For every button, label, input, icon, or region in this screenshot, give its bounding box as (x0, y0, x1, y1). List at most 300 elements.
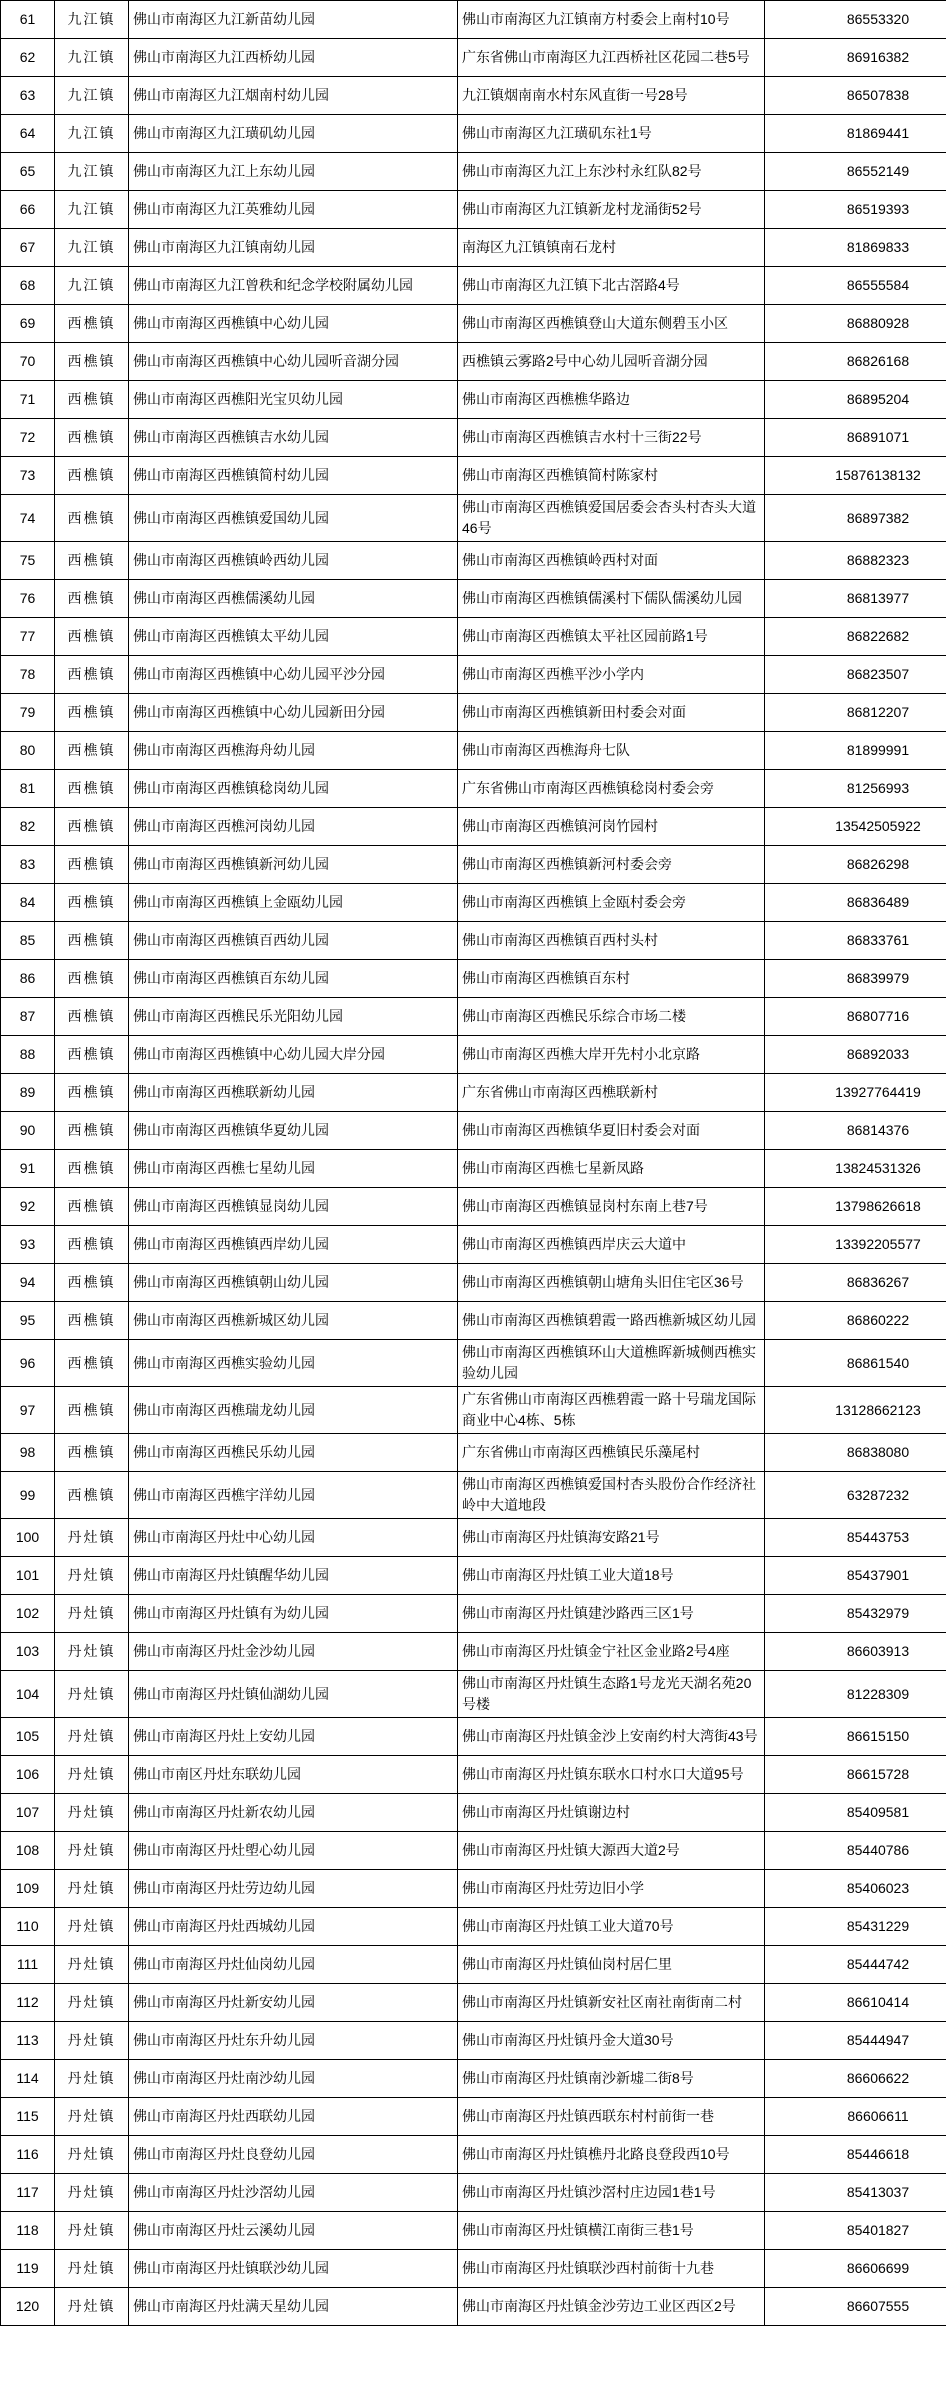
cell-town: 西樵镇 (55, 1226, 129, 1264)
table-row (1, 732, 946, 770)
cell-phone: 86891071 (765, 419, 946, 457)
table-row (1, 457, 946, 495)
cell-name: 佛山市南海区西樵镇中心幼儿园平沙分园 (129, 656, 458, 694)
cell-no: 86 (1, 960, 55, 998)
cell-phone: 85409581 (765, 1794, 946, 1832)
cell-phone: 86615150 (765, 1718, 946, 1756)
table-row (1, 267, 946, 305)
cell-name: 佛山市南海区西樵镇吉水幼儿园 (129, 419, 458, 457)
cell-name: 佛山市南海区西樵镇稔岗幼儿园 (129, 770, 458, 808)
cell-town: 丹灶镇 (55, 1832, 129, 1870)
cell-town: 西樵镇 (55, 694, 129, 732)
cell-name: 佛山市南海区丹灶镇有为幼儿园 (129, 1595, 458, 1633)
cell-phone: 86552149 (765, 153, 946, 191)
cell-no: 105 (1, 1718, 55, 1756)
cell-town: 西樵镇 (55, 1264, 129, 1302)
cell-address: 佛山市南海区西樵镇西岸庆云大道中 (458, 1226, 765, 1264)
cell-name: 佛山市南海区西樵镇太平幼儿园 (129, 618, 458, 656)
cell-phone: 13392205577 (765, 1226, 946, 1264)
cell-no: 113 (1, 2022, 55, 2060)
cell-address: 佛山市南海区丹灶镇工业大道18号 (458, 1557, 765, 1595)
cell-phone: 81899991 (765, 732, 946, 770)
cell-address: 佛山市南海区丹灶镇横江南街三巷1号 (458, 2212, 765, 2250)
cell-name: 佛山市南海区西樵瑞龙幼儿园 (129, 1387, 458, 1434)
cell-name: 佛山市南海区丹灶金沙幼儿园 (129, 1633, 458, 1671)
cell-name: 佛山市南海区丹灶镇醒华幼儿园 (129, 1557, 458, 1595)
table-row (1, 2098, 946, 2136)
cell-no: 103 (1, 1633, 55, 1671)
table-row (1, 1756, 946, 1794)
cell-town: 西樵镇 (55, 1036, 129, 1074)
cell-name: 佛山市南海区丹灶西联幼儿园 (129, 2098, 458, 2136)
cell-phone: 86916382 (765, 39, 946, 77)
cell-name: 佛山市南海区西樵新城区幼儿园 (129, 1302, 458, 1340)
cell-town: 丹灶镇 (55, 2250, 129, 2288)
table-row (1, 846, 946, 884)
cell-town: 西樵镇 (55, 770, 129, 808)
cell-address: 佛山市南海区丹灶镇仙岗村居仁里 (458, 1946, 765, 1984)
cell-no: 102 (1, 1595, 55, 1633)
cell-address: 佛山市南海区西樵镇爱国村杏头股份合作经济社岭中大道地段 (458, 1472, 765, 1519)
cell-no: 69 (1, 305, 55, 343)
cell-town: 西樵镇 (55, 732, 129, 770)
table-row (1, 998, 946, 1036)
cell-phone: 13128662123 (765, 1387, 946, 1434)
table-row (1, 1718, 946, 1756)
cell-address: 佛山市南海区丹灶镇谢边村 (458, 1794, 765, 1832)
cell-name: 佛山市南海区九江新苗幼儿园 (129, 1, 458, 39)
cell-phone: 86813977 (765, 580, 946, 618)
cell-name: 佛山市南海区西樵民乐光阳幼儿园 (129, 998, 458, 1036)
cell-address: 佛山市南海区丹灶镇樵丹北路良登段西10号 (458, 2136, 765, 2174)
cell-no: 74 (1, 495, 55, 542)
cell-phone: 86838080 (765, 1434, 946, 1472)
cell-name: 佛山市南海区丹灶南沙幼儿园 (129, 2060, 458, 2098)
cell-name: 佛山市南海区西樵镇岭西幼儿园 (129, 542, 458, 580)
cell-town: 九江镇 (55, 1, 129, 39)
cell-name: 佛山市南海区西樵儒溪幼儿园 (129, 580, 458, 618)
cell-address: 佛山市南海区西樵樵华路边 (458, 381, 765, 419)
table-row (1, 656, 946, 694)
cell-phone: 86861540 (765, 1340, 946, 1387)
cell-address: 佛山市南海区丹灶镇联沙西村前街十九巷 (458, 2250, 765, 2288)
cell-town: 丹灶镇 (55, 1946, 129, 1984)
table-row (1, 1264, 946, 1302)
cell-town: 九江镇 (55, 77, 129, 115)
cell-name: 佛山市南海区丹灶中心幼儿园 (129, 1519, 458, 1557)
table-row (1, 1633, 946, 1671)
cell-name: 佛山市南海区丹灶上安幼儿园 (129, 1718, 458, 1756)
cell-no: 89 (1, 1074, 55, 1112)
cell-no: 109 (1, 1870, 55, 1908)
cell-town: 西樵镇 (55, 808, 129, 846)
cell-address: 佛山市南海区西樵镇简村陈家村 (458, 457, 765, 495)
cell-no: 92 (1, 1188, 55, 1226)
table-row (1, 770, 946, 808)
cell-address: 佛山市南海区丹灶镇生态路1号龙光天湖名苑20号楼 (458, 1671, 765, 1718)
cell-town: 西樵镇 (55, 1112, 129, 1150)
cell-no: 93 (1, 1226, 55, 1264)
table-row (1, 694, 946, 732)
cell-address: 佛山市南海区西樵七星新凤路 (458, 1150, 765, 1188)
cell-address: 佛山市南海区西樵镇碧霞一路西樵新城区幼儿园 (458, 1302, 765, 1340)
cell-town: 九江镇 (55, 153, 129, 191)
table-row (1, 381, 946, 419)
cell-no: 66 (1, 191, 55, 229)
cell-name: 佛山市南海区丹灶镇联沙幼儿园 (129, 2250, 458, 2288)
table-row (1, 419, 946, 457)
cell-phone: 85431229 (765, 1908, 946, 1946)
cell-no: 95 (1, 1302, 55, 1340)
cell-name: 佛山市南海区西樵镇爱国幼儿园 (129, 495, 458, 542)
cell-address: 佛山市南海区西樵镇环山大道樵晖新城侧西樵实验幼儿园 (458, 1340, 765, 1387)
table-row (1, 1946, 946, 1984)
cell-no: 87 (1, 998, 55, 1036)
cell-phone: 85413037 (765, 2174, 946, 2212)
cell-town: 西樵镇 (55, 618, 129, 656)
cell-no: 114 (1, 2060, 55, 2098)
cell-town: 丹灶镇 (55, 1908, 129, 1946)
cell-phone: 86826168 (765, 343, 946, 381)
cell-name: 佛山市南海区西樵镇西岸幼儿园 (129, 1226, 458, 1264)
cell-town: 丹灶镇 (55, 1557, 129, 1595)
cell-no: 117 (1, 2174, 55, 2212)
cell-address: 佛山市南海区西樵镇儒溪村下儒队儒溪幼儿园 (458, 580, 765, 618)
cell-phone: 86860222 (765, 1302, 946, 1340)
table-row (1, 229, 946, 267)
table-row (1, 2060, 946, 2098)
cell-phone: 86606699 (765, 2250, 946, 2288)
cell-name: 佛山市南海区西樵镇显岗幼儿园 (129, 1188, 458, 1226)
cell-name: 佛山市南海区丹灶新安幼儿园 (129, 1984, 458, 2022)
cell-no: 77 (1, 618, 55, 656)
table-row (1, 1519, 946, 1557)
table-row (1, 2136, 946, 2174)
cell-town: 丹灶镇 (55, 2098, 129, 2136)
cell-phone: 86615728 (765, 1756, 946, 1794)
cell-town: 丹灶镇 (55, 2174, 129, 2212)
cell-address: 佛山市南海区西樵镇新河村委会旁 (458, 846, 765, 884)
cell-town: 西樵镇 (55, 884, 129, 922)
cell-no: 120 (1, 2288, 55, 2326)
cell-phone: 85401827 (765, 2212, 946, 2250)
cell-no: 99 (1, 1472, 55, 1519)
cell-phone: 85444947 (765, 2022, 946, 2060)
table-row (1, 1794, 946, 1832)
table-row (1, 343, 946, 381)
cell-no: 97 (1, 1387, 55, 1434)
cell-town: 丹灶镇 (55, 1633, 129, 1671)
cell-town: 西樵镇 (55, 542, 129, 580)
cell-address: 广东省佛山市南海区西樵镇民乐藻尾村 (458, 1434, 765, 1472)
table-row (1, 1870, 946, 1908)
cell-name: 佛山市南海区西樵镇上金瓯幼儿园 (129, 884, 458, 922)
cell-town: 西樵镇 (55, 1472, 129, 1519)
cell-address: 佛山市南海区西樵镇太平社区园前路1号 (458, 618, 765, 656)
cell-address: 佛山市南海区西樵民乐综合市场二楼 (458, 998, 765, 1036)
cell-no: 85 (1, 922, 55, 960)
cell-address: 佛山市南海区丹灶镇南沙新墟二街8号 (458, 2060, 765, 2098)
cell-name: 佛山市南海区九江曾秩和纪念学校附属幼儿园 (129, 267, 458, 305)
cell-no: 82 (1, 808, 55, 846)
table-row (1, 305, 946, 343)
cell-phone: 85437901 (765, 1557, 946, 1595)
cell-phone: 86826298 (765, 846, 946, 884)
cell-phone: 81869441 (765, 115, 946, 153)
cell-no: 80 (1, 732, 55, 770)
cell-town: 丹灶镇 (55, 1671, 129, 1718)
cell-no: 78 (1, 656, 55, 694)
cell-phone: 85440786 (765, 1832, 946, 1870)
cell-town: 丹灶镇 (55, 2060, 129, 2098)
table-row (1, 808, 946, 846)
table-row (1, 1226, 946, 1264)
cell-no: 62 (1, 39, 55, 77)
cell-phone: 81256993 (765, 770, 946, 808)
cell-no: 90 (1, 1112, 55, 1150)
cell-phone: 86610414 (765, 1984, 946, 2022)
table-row (1, 77, 946, 115)
cell-town: 西樵镇 (55, 1188, 129, 1226)
cell-address: 广东省佛山市南海区九江西桥社区花园二巷5号 (458, 39, 765, 77)
cell-phone: 86833761 (765, 922, 946, 960)
cell-address: 广东省佛山市南海区西樵联新村 (458, 1074, 765, 1112)
cell-name: 佛山市南海区丹灶东升幼儿园 (129, 2022, 458, 2060)
cell-no: 72 (1, 419, 55, 457)
cell-town: 丹灶镇 (55, 1756, 129, 1794)
cell-address: 佛山市南海区丹灶劳边旧小学 (458, 1870, 765, 1908)
cell-town: 西樵镇 (55, 656, 129, 694)
cell-address: 佛山市南海区西樵镇岭西村对面 (458, 542, 765, 580)
cell-address: 佛山市南海区西樵镇爱国居委会杏头村杏头大道46号 (458, 495, 765, 542)
cell-phone: 86553320 (765, 1, 946, 39)
cell-no: 112 (1, 1984, 55, 2022)
cell-no: 106 (1, 1756, 55, 1794)
cell-no: 65 (1, 153, 55, 191)
cell-address: 佛山市南海区丹灶镇金沙劳边工业区西区2号 (458, 2288, 765, 2326)
cell-no: 119 (1, 2250, 55, 2288)
cell-no: 79 (1, 694, 55, 732)
table-row (1, 960, 946, 998)
cell-address: 佛山市南海区九江上东沙村永红队82号 (458, 153, 765, 191)
table-row (1, 1908, 946, 1946)
table-row (1, 1340, 946, 1387)
cell-town: 丹灶镇 (55, 2288, 129, 2326)
cell-address: 佛山市南海区西樵镇河岗竹园村 (458, 808, 765, 846)
cell-name: 佛山市南海区西樵联新幼儿园 (129, 1074, 458, 1112)
cell-no: 100 (1, 1519, 55, 1557)
table-row (1, 1434, 946, 1472)
cell-no: 73 (1, 457, 55, 495)
cell-town: 西樵镇 (55, 1434, 129, 1472)
cell-no: 96 (1, 1340, 55, 1387)
cell-no: 115 (1, 2098, 55, 2136)
cell-no: 76 (1, 580, 55, 618)
cell-name: 佛山市南海区丹灶西城幼儿园 (129, 1908, 458, 1946)
table-row (1, 884, 946, 922)
cell-name: 佛山市南海区九江烟南村幼儿园 (129, 77, 458, 115)
cell-phone: 86882323 (765, 542, 946, 580)
cell-phone: 63287232 (765, 1472, 946, 1519)
cell-name: 佛山市南海区九江上东幼儿园 (129, 153, 458, 191)
cell-town: 西樵镇 (55, 580, 129, 618)
cell-address: 佛山市南海区丹灶镇工业大道70号 (458, 1908, 765, 1946)
cell-address: 佛山市南海区丹灶镇丹金大道30号 (458, 2022, 765, 2060)
cell-name: 佛山市南海区九江英雅幼儿园 (129, 191, 458, 229)
cell-phone: 86812207 (765, 694, 946, 732)
cell-address: 佛山市南海区丹灶镇沙滘村庄边园1巷1号 (458, 2174, 765, 2212)
cell-name: 佛山市南海区西樵镇简村幼儿园 (129, 457, 458, 495)
cell-no: 70 (1, 343, 55, 381)
cell-no: 71 (1, 381, 55, 419)
cell-address: 佛山市南海区九江镇下北古滘路4号 (458, 267, 765, 305)
cell-phone: 86836267 (765, 1264, 946, 1302)
cell-address: 佛山市南海区西樵镇华夏旧村委会对面 (458, 1112, 765, 1150)
cell-phone: 86822682 (765, 618, 946, 656)
cell-town: 西樵镇 (55, 1150, 129, 1188)
table-row (1, 1984, 946, 2022)
cell-name: 佛山市南海区丹灶沙滘幼儿园 (129, 2174, 458, 2212)
table-row (1, 580, 946, 618)
cell-no: 107 (1, 1794, 55, 1832)
cell-name: 佛山市南海区西樵镇中心幼儿园听音湖分园 (129, 343, 458, 381)
table-row (1, 1074, 946, 1112)
cell-name: 佛山市南海区西樵镇朝山幼儿园 (129, 1264, 458, 1302)
cell-name: 佛山市南海区丹灶满天星幼儿园 (129, 2288, 458, 2326)
table-row (1, 2212, 946, 2250)
table-row (1, 2288, 946, 2326)
cell-name: 佛山市南区丹灶东联幼儿园 (129, 1756, 458, 1794)
cell-address: 佛山市南海区九江镇新龙村龙涌街52号 (458, 191, 765, 229)
cell-phone: 85432979 (765, 1595, 946, 1633)
cell-town: 丹灶镇 (55, 1794, 129, 1832)
cell-town: 丹灶镇 (55, 2136, 129, 2174)
table-row (1, 2022, 946, 2060)
cell-phone: 86603913 (765, 1633, 946, 1671)
cell-name: 佛山市南海区九江西桥幼儿园 (129, 39, 458, 77)
table-row (1, 1472, 946, 1519)
cell-no: 108 (1, 1832, 55, 1870)
cell-no: 61 (1, 1, 55, 39)
cell-town: 丹灶镇 (55, 2212, 129, 2250)
cell-name: 佛山市南海区西樵镇百东幼儿园 (129, 960, 458, 998)
table-row (1, 2250, 946, 2288)
cell-phone: 86519393 (765, 191, 946, 229)
table-row (1, 115, 946, 153)
cell-name: 佛山市南海区西樵七星幼儿园 (129, 1150, 458, 1188)
cell-town: 西樵镇 (55, 305, 129, 343)
cell-address: 佛山市南海区西樵海舟七队 (458, 732, 765, 770)
cell-phone: 85406023 (765, 1870, 946, 1908)
cell-address: 佛山市南海区丹灶镇大源西大道2号 (458, 1832, 765, 1870)
table-row (1, 922, 946, 960)
cell-phone: 13824531326 (765, 1150, 946, 1188)
cell-town: 西樵镇 (55, 922, 129, 960)
cell-phone: 13542505922 (765, 808, 946, 846)
cell-name: 佛山市南海区西樵宇洋幼儿园 (129, 1472, 458, 1519)
cell-phone: 13798626618 (765, 1188, 946, 1226)
cell-name: 佛山市南海区九江镇南幼儿园 (129, 229, 458, 267)
cell-name: 佛山市南海区西樵镇百西幼儿园 (129, 922, 458, 960)
table-row (1, 542, 946, 580)
cell-address: 佛山市南海区西樵镇显岗村东南上巷7号 (458, 1188, 765, 1226)
cell-phone: 81228309 (765, 1671, 946, 1718)
cell-address: 南海区九江镇镇南石龙村 (458, 229, 765, 267)
cell-phone: 86814376 (765, 1112, 946, 1150)
cell-town: 丹灶镇 (55, 1595, 129, 1633)
cell-no: 75 (1, 542, 55, 580)
cell-town: 西樵镇 (55, 343, 129, 381)
cell-name: 佛山市南海区西樵镇中心幼儿园新田分园 (129, 694, 458, 732)
table-row (1, 1387, 946, 1434)
cell-name: 佛山市南海区丹灶劳边幼儿园 (129, 1870, 458, 1908)
cell-name: 佛山市南海区西樵民乐幼儿园 (129, 1434, 458, 1472)
cell-name: 佛山市南海区西樵镇新河幼儿园 (129, 846, 458, 884)
cell-town: 西樵镇 (55, 846, 129, 884)
table-row (1, 1036, 946, 1074)
cell-phone: 86880928 (765, 305, 946, 343)
cell-name: 佛山市南海区丹灶云溪幼儿园 (129, 2212, 458, 2250)
cell-town: 西樵镇 (55, 457, 129, 495)
cell-town: 九江镇 (55, 39, 129, 77)
cell-phone: 85444742 (765, 1946, 946, 1984)
cell-address: 佛山市南海区丹灶镇东联水口村水口大道95号 (458, 1756, 765, 1794)
cell-no: 81 (1, 770, 55, 808)
cell-address: 佛山市南海区九江镇南方村委会上南村10号 (458, 1, 765, 39)
cell-no: 101 (1, 1557, 55, 1595)
cell-town: 九江镇 (55, 191, 129, 229)
cell-address: 佛山市南海区丹灶镇西联东村村前街一巷 (458, 2098, 765, 2136)
cell-town: 西樵镇 (55, 998, 129, 1036)
cell-address: 佛山市南海区西樵镇百西村头村 (458, 922, 765, 960)
cell-address: 佛山市南海区西樵镇上金瓯村委会旁 (458, 884, 765, 922)
cell-no: 91 (1, 1150, 55, 1188)
cell-name: 佛山市南海区丹灶镇仙湖幼儿园 (129, 1671, 458, 1718)
cell-phone: 86839979 (765, 960, 946, 998)
cell-name: 佛山市南海区丹灶新农幼儿园 (129, 1794, 458, 1832)
cell-phone: 86897382 (765, 495, 946, 542)
cell-no: 94 (1, 1264, 55, 1302)
cell-address: 佛山市南海区丹灶镇金宁社区金业路2号4座 (458, 1633, 765, 1671)
table-row (1, 1112, 946, 1150)
cell-name: 佛山市南海区西樵海舟幼儿园 (129, 732, 458, 770)
cell-phone: 86895204 (765, 381, 946, 419)
kindergarten-table-body (1, 1, 946, 2326)
cell-no: 63 (1, 77, 55, 115)
cell-address: 佛山市南海区九江璜矶东社1号 (458, 115, 765, 153)
cell-address: 佛山市南海区丹灶镇海安路21号 (458, 1519, 765, 1557)
cell-phone: 86823507 (765, 656, 946, 694)
cell-address: 佛山市南海区西樵镇朝山塘角头旧住宅区36号 (458, 1264, 765, 1302)
cell-town: 九江镇 (55, 267, 129, 305)
cell-name: 佛山市南海区西樵镇中心幼儿园大岸分园 (129, 1036, 458, 1074)
cell-phone: 86836489 (765, 884, 946, 922)
cell-address: 佛山市南海区西樵镇登山大道东侧碧玉小区 (458, 305, 765, 343)
cell-town: 九江镇 (55, 115, 129, 153)
cell-town: 西樵镇 (55, 1340, 129, 1387)
cell-address: 佛山市南海区丹灶镇建沙路西三区1号 (458, 1595, 765, 1633)
cell-no: 88 (1, 1036, 55, 1074)
cell-town: 丹灶镇 (55, 2022, 129, 2060)
cell-phone: 13927764419 (765, 1074, 946, 1112)
cell-phone: 86507838 (765, 77, 946, 115)
cell-name: 佛山市南海区丹灶良登幼儿园 (129, 2136, 458, 2174)
cell-phone: 86807716 (765, 998, 946, 1036)
cell-no: 116 (1, 2136, 55, 2174)
cell-no: 111 (1, 1946, 55, 1984)
table-row (1, 39, 946, 77)
cell-phone: 86607555 (765, 2288, 946, 2326)
